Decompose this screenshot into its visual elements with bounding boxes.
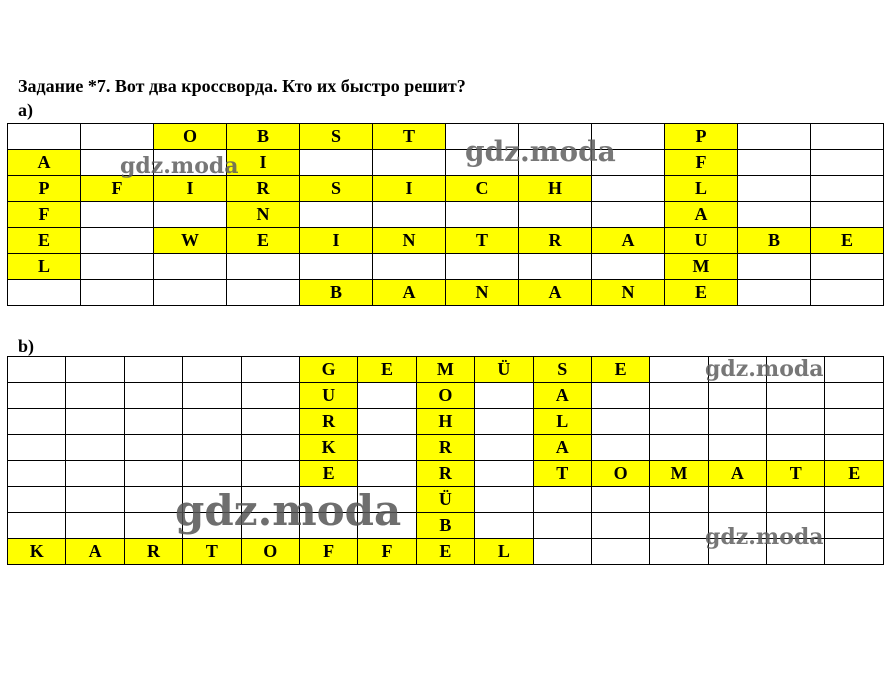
crossword-cell <box>241 357 299 383</box>
crossword-cell <box>66 487 124 513</box>
crossword-cell: A <box>592 228 665 254</box>
crossword-cell <box>66 409 124 435</box>
crossword-cell <box>475 409 533 435</box>
crossword-cell: M <box>650 461 708 487</box>
crossword-row <box>8 176 884 202</box>
crossword-cell <box>825 409 884 435</box>
crossword-cell <box>650 409 708 435</box>
crossword-cell <box>66 383 124 409</box>
crossword-cell <box>183 461 241 487</box>
crossword-cell: R <box>299 409 357 435</box>
crossword-cell: S <box>300 124 373 150</box>
crossword-cell: S <box>533 357 591 383</box>
crossword-cell: T <box>183 539 241 565</box>
crossword-cell: L <box>665 176 738 202</box>
crossword-cell: L <box>8 254 81 280</box>
crossword-cell <box>227 254 300 280</box>
crossword-cell: N <box>446 280 519 306</box>
crossword-cell <box>811 280 884 306</box>
crossword-cell: R <box>227 176 300 202</box>
crossword-cell: E <box>8 228 81 254</box>
crossword-cell <box>124 383 182 409</box>
crossword-cell <box>124 461 182 487</box>
crossword-cell: T <box>533 461 591 487</box>
crossword-cell: U <box>665 228 738 254</box>
crossword-cell: R <box>124 539 182 565</box>
label-crossword-b: b) <box>18 336 35 356</box>
watermark: gdz.moda <box>705 356 824 382</box>
crossword-cell <box>8 357 66 383</box>
crossword-cell: E <box>358 357 416 383</box>
crossword-row <box>8 202 884 228</box>
crossword-cell <box>519 202 592 228</box>
crossword-cell: Ü <box>475 357 533 383</box>
crossword-cell <box>767 487 825 513</box>
crossword-cell <box>446 254 519 280</box>
crossword-cell: I <box>154 176 227 202</box>
crossword-cell <box>591 513 649 539</box>
crossword-cell <box>8 280 81 306</box>
crossword-cell: K <box>8 539 66 565</box>
crossword-cell: K <box>299 435 357 461</box>
crossword-cell <box>124 357 182 383</box>
crossword-cell: R <box>416 435 474 461</box>
crossword-cell <box>183 357 241 383</box>
crossword-cell: F <box>299 539 357 565</box>
watermark: gdz.moda <box>465 135 616 168</box>
crossword-cell <box>183 409 241 435</box>
crossword-cell <box>373 254 446 280</box>
crossword-cell <box>300 202 373 228</box>
crossword-cell: A <box>373 280 446 306</box>
crossword-cell <box>591 383 649 409</box>
crossword-cell <box>825 383 884 409</box>
crossword-cell <box>8 383 66 409</box>
crossword-cell: A <box>66 539 124 565</box>
crossword-cell <box>8 409 66 435</box>
crossword-cell <box>738 176 811 202</box>
crossword-cell: N <box>592 280 665 306</box>
crossword-cell <box>738 254 811 280</box>
crossword-cell: A <box>8 150 81 176</box>
crossword-cell <box>154 254 227 280</box>
crossword-row <box>8 254 884 280</box>
crossword-cell <box>592 176 665 202</box>
crossword-cell <box>811 150 884 176</box>
crossword-cell <box>650 383 708 409</box>
crossword-cell <box>124 435 182 461</box>
crossword-row <box>8 409 884 435</box>
crossword-cell <box>767 383 825 409</box>
crossword-cell: I <box>373 176 446 202</box>
crossword-cell <box>241 409 299 435</box>
crossword-cell: B <box>738 228 811 254</box>
crossword-cell <box>300 254 373 280</box>
crossword-cell: P <box>665 124 738 150</box>
crossword-cell: I <box>300 228 373 254</box>
crossword-cell: F <box>8 202 81 228</box>
crossword-cell: U <box>299 383 357 409</box>
crossword-row <box>8 383 884 409</box>
crossword-cell <box>227 280 300 306</box>
crossword-cell <box>811 124 884 150</box>
crossword-cell <box>767 409 825 435</box>
crossword-cell <box>66 435 124 461</box>
crossword-cell <box>591 435 649 461</box>
crossword-cell <box>708 435 766 461</box>
crossword-cell <box>183 435 241 461</box>
crossword-a-grid <box>7 123 884 306</box>
crossword-row <box>8 435 884 461</box>
crossword-cell <box>66 461 124 487</box>
crossword-cell <box>825 539 884 565</box>
crossword-cell <box>124 487 182 513</box>
crossword-cell: W <box>154 228 227 254</box>
watermark: gdz.moda <box>175 486 402 535</box>
crossword-cell <box>650 513 708 539</box>
crossword-cell <box>825 513 884 539</box>
crossword-cell <box>241 383 299 409</box>
crossword-cell <box>811 202 884 228</box>
crossword-cell <box>533 539 591 565</box>
crossword-cell: L <box>475 539 533 565</box>
crossword-cell: O <box>154 124 227 150</box>
crossword-cell <box>446 202 519 228</box>
crossword-cell <box>825 357 884 383</box>
crossword-cell <box>738 280 811 306</box>
crossword-cell: O <box>241 539 299 565</box>
crossword-cell <box>373 202 446 228</box>
label-crossword-a: а) <box>18 100 33 120</box>
crossword-cell <box>475 461 533 487</box>
crossword-cell <box>650 435 708 461</box>
crossword-cell: F <box>81 176 154 202</box>
crossword-cell <box>8 124 81 150</box>
crossword-cell <box>81 202 154 228</box>
crossword-row <box>8 487 884 513</box>
crossword-cell: E <box>227 228 300 254</box>
crossword-cell <box>81 254 154 280</box>
task-title: Задание *7. Вот два кроссворда. Кто их быстро решит? <box>18 76 466 96</box>
crossword-cell <box>475 487 533 513</box>
crossword-cell: F <box>358 539 416 565</box>
crossword-cell <box>533 513 591 539</box>
crossword-cell: E <box>825 461 884 487</box>
crossword-cell <box>767 435 825 461</box>
crossword-cell: G <box>299 357 357 383</box>
crossword-cell <box>358 383 416 409</box>
crossword-cell: B <box>300 280 373 306</box>
crossword-cell: E <box>299 461 357 487</box>
crossword-cell: R <box>519 228 592 254</box>
crossword-cell <box>475 513 533 539</box>
crossword-cell: N <box>227 202 300 228</box>
crossword-cell <box>183 383 241 409</box>
crossword-cell: A <box>519 280 592 306</box>
crossword-cell <box>475 383 533 409</box>
crossword-cell: H <box>416 409 474 435</box>
crossword-cell <box>8 461 66 487</box>
crossword-cell <box>811 176 884 202</box>
crossword-cell <box>81 124 154 150</box>
crossword-cell <box>738 124 811 150</box>
crossword-cell: A <box>708 461 766 487</box>
crossword-cell: Ü <box>416 487 474 513</box>
crossword-cell: E <box>811 228 884 254</box>
crossword-cell <box>154 202 227 228</box>
crossword-cell <box>358 435 416 461</box>
crossword-cell: E <box>416 539 474 565</box>
watermark: gdz.moda <box>120 153 239 179</box>
crossword-cell: E <box>591 357 649 383</box>
crossword-cell <box>825 435 884 461</box>
crossword-cell <box>591 409 649 435</box>
crossword-cell <box>708 487 766 513</box>
crossword-cell <box>650 357 708 383</box>
crossword-cell <box>811 254 884 280</box>
crossword-cell <box>591 487 649 513</box>
crossword-cell: T <box>446 228 519 254</box>
crossword-cell <box>241 435 299 461</box>
crossword-cell <box>124 409 182 435</box>
crossword-cell: T <box>373 124 446 150</box>
crossword-cell <box>358 409 416 435</box>
crossword-row <box>8 124 884 150</box>
crossword-cell <box>8 435 66 461</box>
crossword-cell: T <box>767 461 825 487</box>
crossword-cell: A <box>533 383 591 409</box>
crossword-cell: M <box>665 254 738 280</box>
crossword-cell <box>708 383 766 409</box>
crossword-cell <box>738 202 811 228</box>
crossword-cell: O <box>416 383 474 409</box>
watermark: gdz.moda <box>705 524 824 550</box>
crossword-cell <box>66 513 124 539</box>
crossword-cell: B <box>227 124 300 150</box>
crossword-cell: I <box>227 150 300 176</box>
crossword-cell: F <box>665 150 738 176</box>
crossword-cell <box>154 280 227 306</box>
crossword-row <box>8 228 884 254</box>
crossword-cell <box>124 513 182 539</box>
crossword-cell: P <box>8 176 81 202</box>
crossword-cell: M <box>416 357 474 383</box>
crossword-cell <box>81 280 154 306</box>
crossword-cell: A <box>665 202 738 228</box>
crossword-cell <box>241 461 299 487</box>
crossword-cell: B <box>416 513 474 539</box>
crossword-cell: L <box>533 409 591 435</box>
crossword-row <box>8 461 884 487</box>
crossword-cell <box>591 539 649 565</box>
crossword-cell <box>650 539 708 565</box>
crossword-cell <box>300 150 373 176</box>
crossword-cell: O <box>591 461 649 487</box>
crossword-cell <box>533 487 591 513</box>
crossword-cell <box>519 254 592 280</box>
crossword-cell: H <box>519 176 592 202</box>
crossword-cell: N <box>373 228 446 254</box>
crossword-cell <box>8 513 66 539</box>
crossword-cell: C <box>446 176 519 202</box>
crossword-cell <box>373 150 446 176</box>
crossword-cell <box>650 487 708 513</box>
crossword-cell <box>825 487 884 513</box>
crossword-cell <box>66 357 124 383</box>
crossword-cell <box>475 435 533 461</box>
crossword-cell: E <box>665 280 738 306</box>
crossword-cell <box>738 150 811 176</box>
crossword-cell <box>592 202 665 228</box>
crossword-cell <box>81 228 154 254</box>
crossword-cell <box>592 254 665 280</box>
crossword-cell <box>358 461 416 487</box>
crossword-cell: R <box>416 461 474 487</box>
crossword-cell <box>708 409 766 435</box>
crossword-cell: S <box>300 176 373 202</box>
crossword-cell <box>8 487 66 513</box>
crossword-cell: A <box>533 435 591 461</box>
crossword-row <box>8 280 884 306</box>
